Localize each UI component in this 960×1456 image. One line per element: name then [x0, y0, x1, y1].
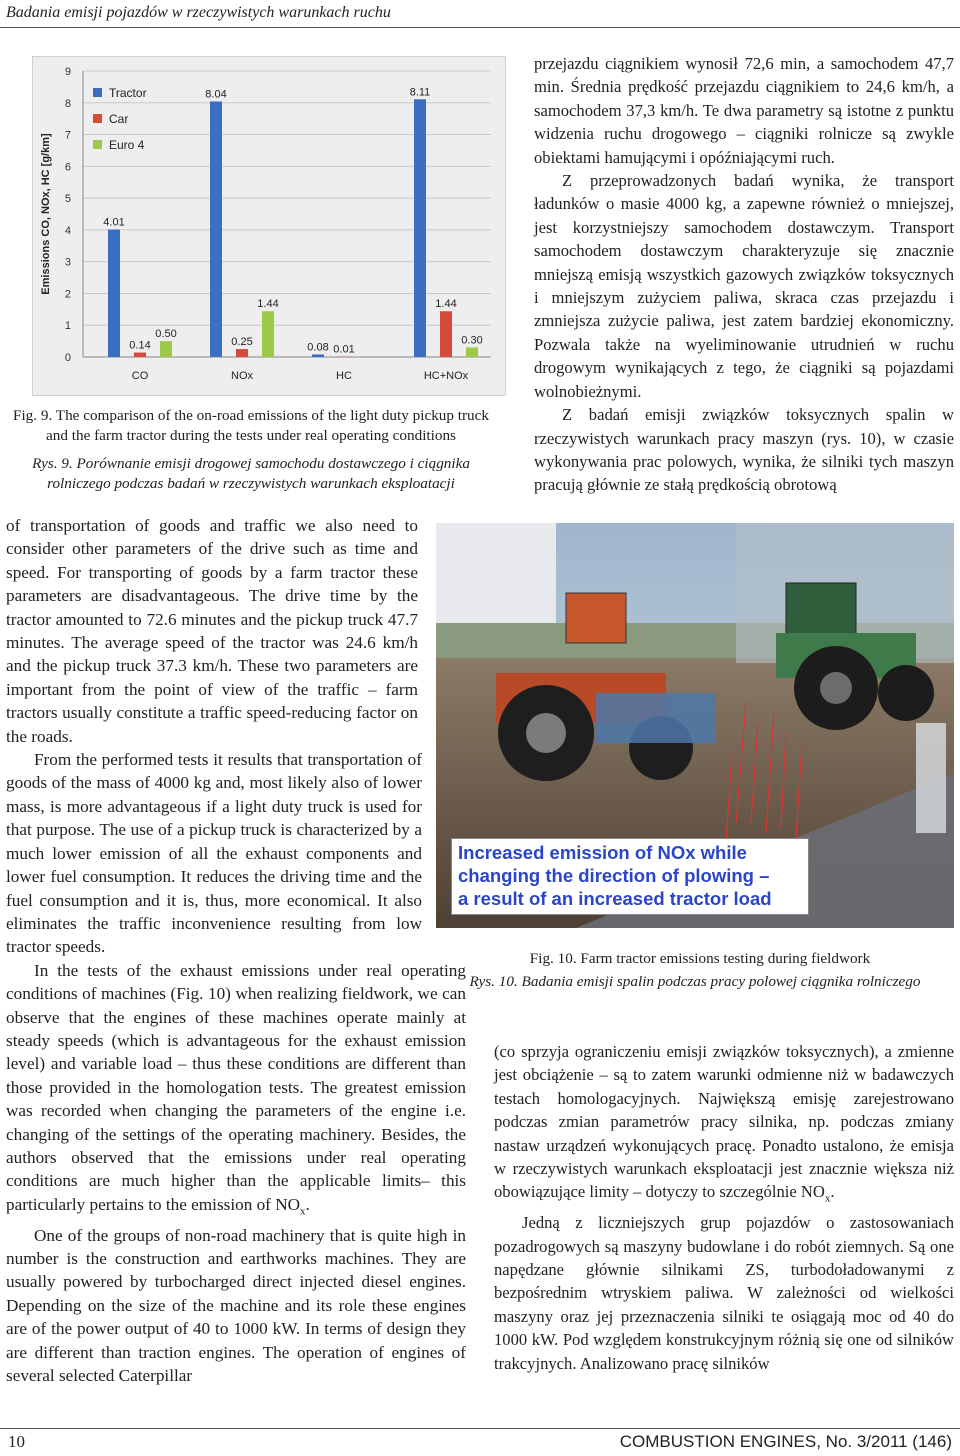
header-rule: [0, 27, 960, 28]
running-head: Badania emisji pojazdów w rzeczywistych warunkach ruchu: [6, 4, 391, 21]
bar-euro-4: [160, 341, 172, 357]
fig10-caption-pl: Rys. 10. Badania emisji spalin podczas pracy polowej ciągnika rolniczego: [469, 973, 921, 990]
data-label: 0.01: [333, 343, 355, 356]
paragraph: From the performed tests it results that transportation of goods of the mass of 4000 kg and, most likely also of lower mass, is more advantageous if a light duty truck is used for that purpose. The use of a pickup truck is characterized by a much lower emission of all the exhaust components and lower fuel consumption. It reduces the driving time and the fuel consumption and it is, thus, more economical. It also eliminates the traffic inconvenience resulting from low tractor speeds.: [6, 750, 422, 957]
legend-label: Car: [109, 112, 129, 126]
fig9-caption-pl-text: Porównanie emisji drogowej samochodu dostawczego i ciągnika rolniczego podczas badań w rzeczywistych warunkach eksploatacji: [47, 455, 470, 492]
data-label: 8.11: [409, 86, 431, 99]
data-label: 0.08: [307, 341, 329, 354]
legend-swatch: [93, 140, 102, 149]
y-tick-label: 5: [64, 193, 71, 206]
footer-rule: [0, 1428, 960, 1429]
y-tick-label: 6: [64, 161, 71, 174]
y-tick-label: 8: [64, 97, 71, 110]
paragraph: Jedną z liczniejszych grup pojazdów o zastosowaniach pozadrogowych są maszyny budowlane i do robót ziemnych. Są one napędzane głównie silnikami ZS, turbodoładowanymi z bezpośrednim wtryskiem paliwa. W zależności od wielkości maszyny oraz jej przeznaczenia silniki te osiągają moc od 40 do 1000 kW. Pod względem konstrukcyjnym różnią się one od silników trakcyjnych. Analizowano pracę silników: [494, 1213, 954, 1373]
annotation-line: Increased emission of NOx while: [458, 842, 747, 863]
data-label: 4.01: [103, 216, 125, 229]
x-tick-label: CO: [131, 370, 149, 382]
paragraph: of transportation of goods and traffic we also need to consider other parameters of the drive such as time and speed. For transporting of goods by a farm tractor these parameters are disadvantageous. The drive time by the tractor amounted to 72.6 minutes and the pickup truck 47.7 minutes. The average speed of the tractor was 24.6 km/h and the pickup truck 37.3 km/h. These two parameters are important from the point of view of the traffic – farm tractors usually constitute a traffic speed-reducing factor on the roads.: [6, 516, 418, 746]
fig10-caption-en: Fig. 10. Farm tractor emissions testing during fieldwork: [529, 950, 871, 967]
y-tick-label: 2: [64, 288, 71, 301]
data-label: 8.04: [205, 88, 227, 101]
right-column-bottom: [494, 1040, 954, 1375]
annotation-line: changing the direction of plowing –: [458, 865, 770, 886]
chart-canvas: [33, 57, 505, 395]
bar-tractor: [312, 354, 324, 357]
journal-name: COMBUSTION ENGINES, No. 3/2011 (146): [619, 1432, 952, 1451]
fig9-caption-pl: [6, 454, 496, 494]
fig9-caption-pl-label: Rys. 9.: [32, 455, 73, 472]
right-column-top: [534, 52, 954, 497]
x-tick-label: HC+NOx: [423, 370, 469, 382]
data-label: 1.44: [435, 298, 457, 311]
legend-label: Tractor: [109, 86, 147, 100]
paragraph: One of the groups of non-road machinery that is quite high in number is the construction and earthworks machines. They are usually powered by turbocharged direct injected diesel engines. Depending on the size of the machine and its role these engines are of the power output of 40 to 1000 kW. In terms of design they are different than traction engines. The operation of engines of several selected Caterpillar: [6, 1225, 466, 1386]
y-tick-label: 4: [64, 224, 71, 237]
y-tick-label: 9: [64, 66, 71, 78]
subscript: x: [300, 1205, 306, 1218]
paragraph-text: (co sprzyja ograniczeniu emisji związków toksycznych), a zmienne jest obciążenie – są to zatem warunki odmienne niż w badawczych testach homologacyjnych. Największą emisję zarejestrowano podczas zmian parametrów pracy silnika, np. podczas zmiany nastaw urządzeń wykonujących pracę. Ponadto ustalono, że emisja w rzeczywistych warunkach eksploatacji jest znacznie większa niż obowiązujące limity – dotyczy to szczególnie NO: [494, 1042, 954, 1202]
x-tick-label: NOx: [231, 370, 253, 382]
paragraph-end: .: [830, 1182, 835, 1202]
data-label: 0.30: [461, 334, 483, 347]
y-axis-label: Emissions CO, NOx, HC [g/km]: [40, 133, 52, 295]
legend-swatch: [93, 88, 102, 97]
paragraph: Z badań emisji związków toksycznych spalin w rzeczywistych warunkach pracy maszyn (rys. 10), w czasie wykonywania prac polowych, wynika, że silniki tych maszyn pracują głównie ze stałą prędkością obrotową: [534, 405, 954, 495]
legend-label: Euro 4: [109, 138, 145, 152]
fig9-caption-en: [6, 406, 496, 446]
emissions-bar-chart: [32, 56, 506, 396]
paragraph-text: In the tests of the exhaust emissions under real operating conditions of machines (Fig. 10) when realizing fieldwork, we can observe that the engines of these machines operate mainly at steady speeds (which is advantageous for the exhaust emission level) and variable load – thus these conditions are different than those provided in the homologation tests. The greatest emission was recorded when changing the parameters of the engine i.e. changing of the settings of the operating machinery. Besides, the authors observed that the emissions under real operating conditions are much higher than the applicable limits– this particularly pertains to the emission of NO: [6, 960, 466, 1214]
data-label: 0.50: [155, 328, 177, 341]
legend-swatch: [93, 114, 102, 123]
bar-euro-4: [262, 311, 274, 357]
y-tick-label: 3: [64, 256, 71, 269]
paragraph: Z przeprowadzonych badań wynika, że transport ładunków o masie 4000 kg, a zapewne również o mniejszej, jest korzystniejszy samochodem dostawczym. Transport samochodem dostawczym charakteryzuje się znacznie mniejszą emisją wszystkich gazowych związków toksycznych i mniejszym zużyciem paliwa, skraca czas przejazdu i zmniejsza zużycie paliwa, jest zatem bardziej ekonomiczny. Pozwala także na wyeliminowanie utrudnień w ruchu drogowym wynikających z tego, że ciągniki są pojazdami wolnobieżnymi.: [534, 171, 954, 401]
bar-tractor: [210, 102, 222, 357]
data-label: 0.25: [231, 336, 253, 349]
y-tick-label: 0: [64, 352, 71, 364]
annotation-line: a result of an increased tractor load: [458, 888, 772, 909]
paragraph-end: .: [305, 1194, 310, 1214]
paragraph: [6, 959, 466, 1224]
data-label: 1.44: [257, 298, 279, 311]
fig9-caption-en-text: The comparison of the on-road emissions of the light duty pickup truck and the farm tractor during the tests under real operating conditions: [46, 407, 489, 444]
bar-tractor: [414, 99, 426, 357]
bar-car: [440, 311, 452, 357]
page-number: 10: [8, 1432, 25, 1451]
bar-tractor: [108, 230, 120, 357]
paragraph: [494, 1040, 954, 1211]
fig9-caption-en-label: Fig. 9.: [13, 407, 53, 424]
bar-euro-4: [466, 347, 478, 357]
nox-annotation-box: [451, 838, 809, 915]
left-column: [6, 514, 466, 1387]
x-tick-label: HC: [336, 370, 352, 382]
bar-car: [236, 349, 248, 357]
paragraph: przejazdu ciągnikiem wynosił 72,6 min, a samochodem 47,7 min. Średnia prędkość przejazdu ciągnikiem to 24,6 km/h, a samochodem 37,3 km/h. Te dwa parametry są istotne z punktu widzenia ruchu drogowego – ciągniki rolnicze są zwykle obiektami hamującymi i opóźniającymi ruch.: [534, 54, 954, 167]
y-tick-label: 7: [64, 129, 71, 142]
bar-car: [134, 353, 146, 357]
y-tick-label: 1: [64, 320, 71, 333]
subscript: x: [824, 1192, 831, 1205]
data-label: 0.14: [129, 339, 151, 352]
